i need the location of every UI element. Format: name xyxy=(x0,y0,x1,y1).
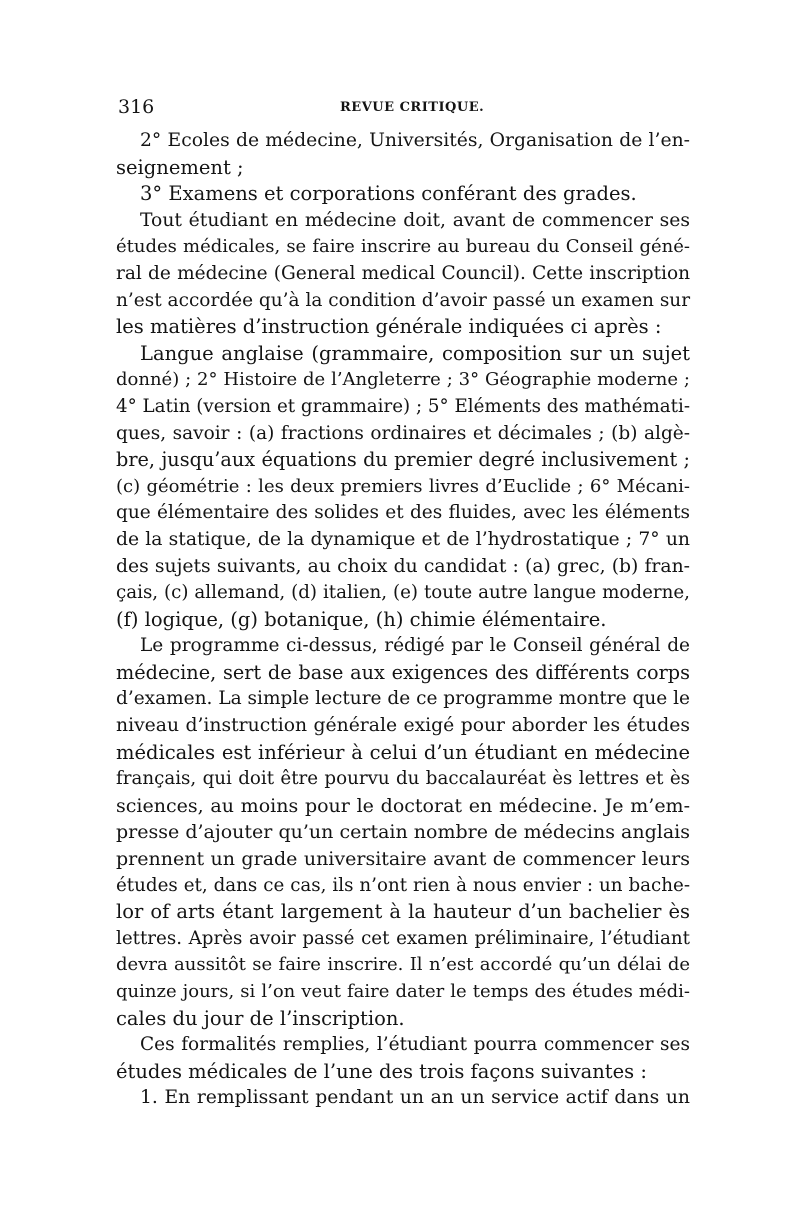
text-line: prennent un grade universitaire avant de commencer leurs xyxy=(116,848,690,871)
text-line: études et, dans ce cas, ils n’ont rien à nous envier : un bache- xyxy=(116,874,690,896)
text-line: devra aussitôt se faire inscrire. Il n’est accordé qu’un délai de xyxy=(116,954,690,976)
text-line: Tout étudiant en médecine doit, avant de commencer ses xyxy=(140,209,690,231)
text-line: donné) ; 2° Histoire de l’Angleterre ; 3° Géographie moderne ; xyxy=(116,369,690,391)
text-line: n’est accordée qu’à la condition d’avoir passé un examen sur xyxy=(116,289,691,311)
text-line: 2° Ecoles de médecine, Universités, Organisation de l’en- xyxy=(140,130,690,151)
text-line: médicales est inférieur à celui d’un étudiant en médecine xyxy=(116,740,690,764)
text-line: (c) géométrie : les deux premiers livres d’Euclide ; 6° Mécani- xyxy=(116,475,690,497)
text-line: lor of arts étant largement à la hauteur d’un bachelier ès xyxy=(116,900,690,924)
text-line: 3° Examens et corporations conférant des grades. xyxy=(140,182,637,206)
text-line: sciences, au moins pour le doctorat en médecine. Je m’em- xyxy=(116,794,690,817)
body-text xyxy=(116,128,690,1112)
text-line: Le programme ci-dessus, rédigé par le Conseil général de xyxy=(140,635,690,657)
text-line: lettres. Après avoir passé cet examen préliminaire, l’étudiant xyxy=(116,927,690,949)
text-line: 1. En remplissant pendant un an un service actif dans un xyxy=(140,1087,690,1109)
text-line: études médicales, se faire inscrire au bureau du Conseil géné- xyxy=(116,236,690,258)
book-page xyxy=(116,96,690,1112)
text-line: des sujets suivants, au choix du candidat : (a) grec, (b) fran- xyxy=(116,555,690,577)
page-header xyxy=(116,96,690,122)
text-line: Ces formalités remplies, l’étudiant pourra commencer ses xyxy=(140,1034,690,1056)
text-line: français, qui doit être pourvu du baccalauréat ès lettres et ès xyxy=(116,768,690,790)
text-line: les matières d’instruction générale indiquées ci après : xyxy=(116,315,662,339)
text-line: 4° Latin (version et grammaire) ; 5° Eléments des mathémati- xyxy=(116,395,691,417)
text-line: presse d’ajouter qu’un certain nombre de médecins anglais xyxy=(116,821,690,844)
text-line: ques, savoir : (a) fractions ordinaires et décimales ; (b) algè- xyxy=(116,422,690,444)
text-line: seignement ; xyxy=(116,155,244,179)
text-line: cales du jour de l’inscription. xyxy=(116,1006,405,1030)
text-line: niveau d’instruction générale exigé pour aborder les études xyxy=(116,715,690,737)
text-line: quinze jours, si l’on veut faire dater le temps des études médi- xyxy=(116,981,690,1002)
text-line: Langue anglaise (grammaire, composition sur un sujet xyxy=(140,341,690,365)
text-line: çais, (c) allemand, (d) italien, (e) toute autre langue moderne, xyxy=(116,582,690,604)
text-line: de la statique, de la dynamique et de l’hydrostatique ; 7° un xyxy=(116,528,690,550)
text-line: que élémentaire des solides et des fluides, avec les éléments xyxy=(116,502,690,524)
text-line: d’examen. La simple lecture de ce programme montre que le xyxy=(116,688,690,710)
text-line: études médicales de l’une des trois façons suivantes : xyxy=(116,1059,647,1083)
page-number: 316 xyxy=(118,96,155,118)
text-line: ral de médecine (General medical Council). Cette inscription xyxy=(116,262,690,284)
text-line: bre, jusqu’aux équations du premier degré inclusivement ; xyxy=(116,448,690,472)
text-line: (f) logique, (g) botanique, (h) chimie élémentaire. xyxy=(116,607,607,631)
text-line: médecine, sert de base aux exigences des différents corps xyxy=(116,660,690,684)
running-head: REVUE CRITIQUE. xyxy=(340,100,485,115)
